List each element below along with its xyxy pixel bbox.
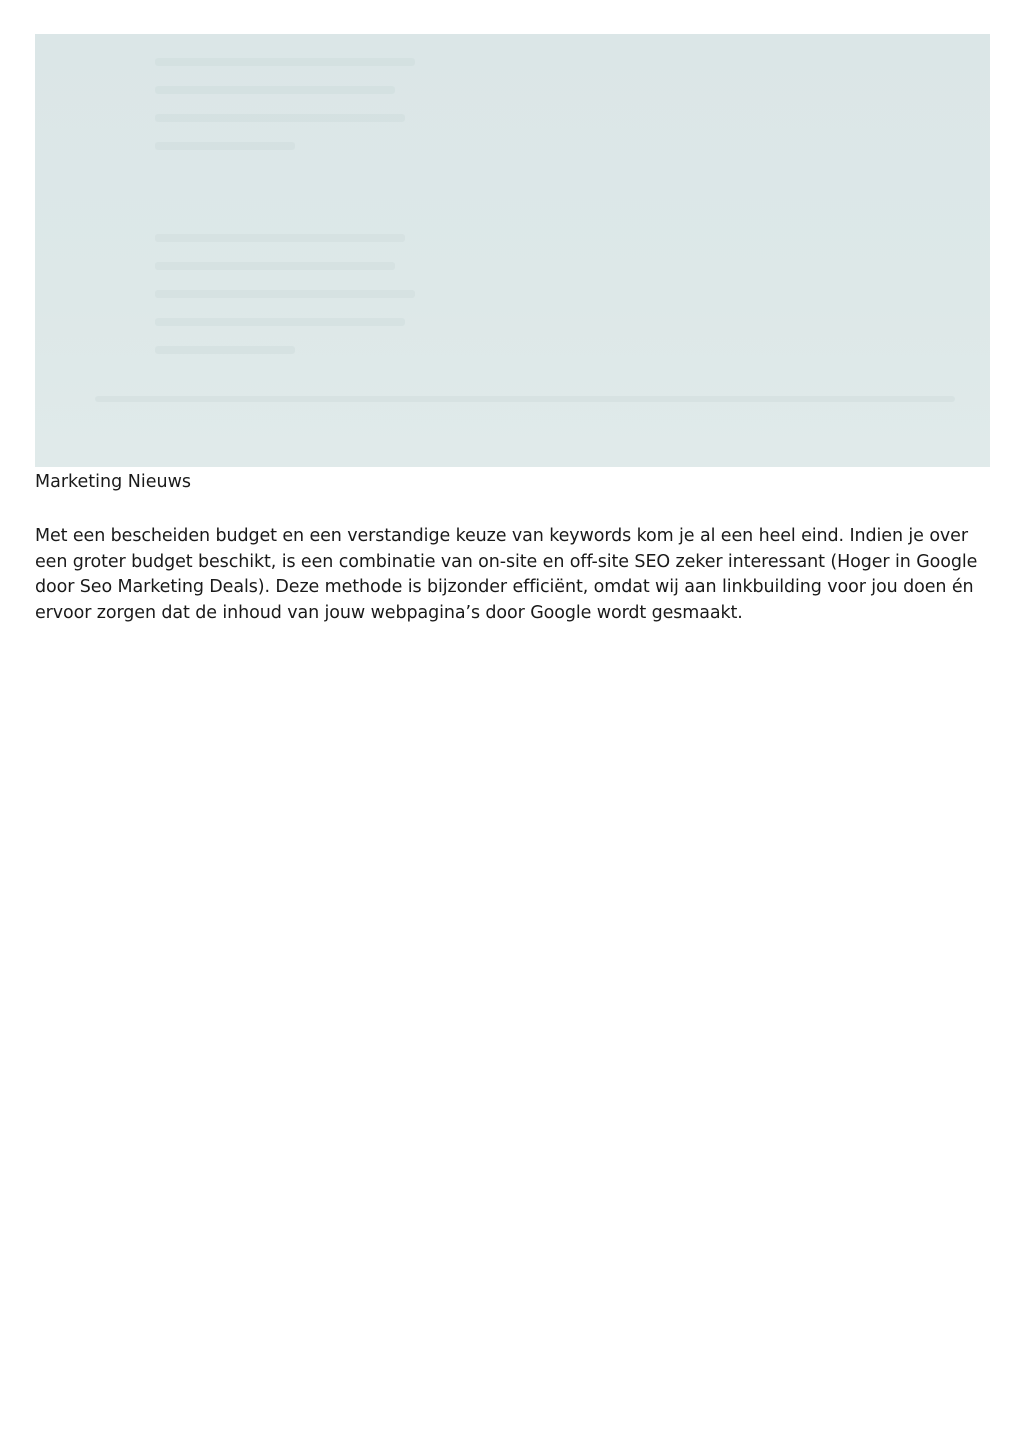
image-caption: Marketing Nieuws <box>35 472 192 492</box>
hero-image <box>35 34 990 467</box>
article-paragraph: Met een bescheiden budget en een verstandige keuze van keywords kom je al een heel eind. Indien je over een groter budget beschikt, is een combinatie van on-site en off-site SEO zeker interessant (Hoger in Google door Seo Marketing Deals). Deze methode is bijzonder efficiënt, omdat wij aan linkbuilding voor jou doen én ervoor zorgen dat de inhoud van jouw webpagina’s door Google wordt gesmaakt. <box>35 526 978 623</box>
document-page <box>35 34 990 644</box>
